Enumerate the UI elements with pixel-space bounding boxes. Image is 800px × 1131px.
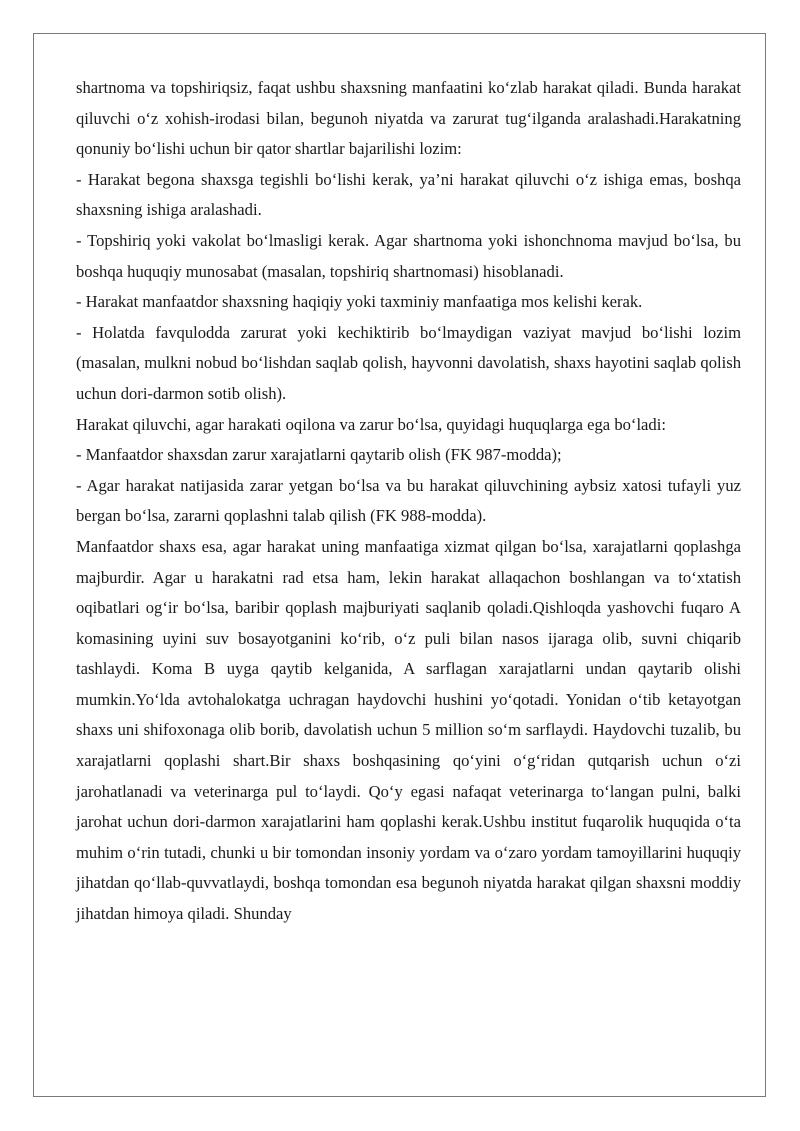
condition-no-mandate: - Topshiriq yoki vakolat bo‘lmasligi kerak. Agar shartnoma yoki ishonchnoma mavjud bo‘lsa, bu boshqa huquqiy munosabat (masalan, topshiriq shartnomasi) hisoblanadi. xyxy=(76,230,741,281)
condition-emergency: - Holatda favqulodda zarurat yoki kechiktirib bo‘lmaydigan vaziyat mavjud bo‘lishi lozim (masalan, mulkni nobud bo‘lishdan saqlab qolish, hayvonni davolatish, shaxs hayotini saqlab qolish uchun dori-darmon sotib olish). xyxy=(76,322,741,403)
right-damage-compensation: - Agar harakat natijasida zarar yetgan bo‘lsa va bu harakat qiluvchining aybsiz xatosi tufayli yuz bergan bo‘lsa, zararni qoplashni talab qilish (FK 988-modda). xyxy=(76,475,741,526)
paragraph-rights-intro: Harakat qiluvchi, agar harakati oqilona va zarur bo‘lsa, quyidagi huquqlarga ega bo‘ladi: xyxy=(76,414,666,434)
condition-foreign-affair: - Harakat begona shaxsga tegishli bo‘lishi kerak, ya’ni harakat qiluvchi o‘z ishiga emas, boshqa shaxsning ishiga aralashadi. xyxy=(76,169,741,220)
paragraph-intro: shartnoma va topshiriqsiz, faqat ushbu shaxsning manfaatini ko‘zlab harakat qiladi. Bunda harakat qiluvchi o‘z xohish-irodasi bilan, begunoh niyatda va zarurat tug‘ilganda aralashadi.Harakatning qonuniy bo‘lishi uchun bir qator shartlar bajarilishi lozim: xyxy=(76,78,741,159)
right-expense-recovery: - Manfaatdor shaxsdan zarur xarajatlarni qaytarib olish (FK 987-modda); xyxy=(76,445,562,465)
paragraph-obligations-examples: Manfaatdor shaxs esa, agar harakat uning manfaatiga xizmat qilgan bo‘lsa, xarajatlarni qoplashga majburdir. Agar u harakatni rad etsa ham, lekin harakat allaqachon boshlangan va to‘xtatish oqibatlari og‘ir bo‘lsa, baribir qoplash majburiyati saqlanib qoladi.Qishloqda yashovchi fuqaro A komasining uyini suv bosayotganini ko‘rib, o‘z puli bilan nasos ijaraga olib, suvni chiqarib tashlaydi. Koma B uyga qaytib kelganida, A sarflagan xarajatlarni undan qaytarib olishi mumkin.Yo‘lda avtohalokatga uchragan haydovchi hushini yo‘qotadi. Yonidan o‘tib ketayotgan shaxs uni shifoxonaga olib borib, davolatish uchun 5 million so‘m sarflaydi. Haydovchi tuzalib, bu xarajatlarni qoplashi shart.Bir shaxs boshqasining qo‘yini o‘g‘ridan qutqarish uchun o‘zi jarohatlanadi va veterinarga pul to‘laydi. Qo‘y egasi nafaqat veterinarga to‘langan pulni, balki jarohat uchun dori-darmon xarajatlarini ham qoplashi kerak.Ushbu institut fuqarolik huquqida o‘ta muhim o‘rin tutadi, chunki u bir tomondan insoniy yordam va o‘zaro yordam tamoyillarini huquqiy jihatdan qo‘llab-quvvatlaydi, boshqa tomondan esa begunoh niyatda harakat qilgan shaxsni moddiy jihatdan himoya qiladi. Shunday xyxy=(76,536,741,924)
condition-interest: - Harakat manfaatdor shaxsning haqiqiy yoki taxminiy manfaatiga mos kelishi kerak. xyxy=(76,292,643,312)
document-body xyxy=(76,73,741,930)
